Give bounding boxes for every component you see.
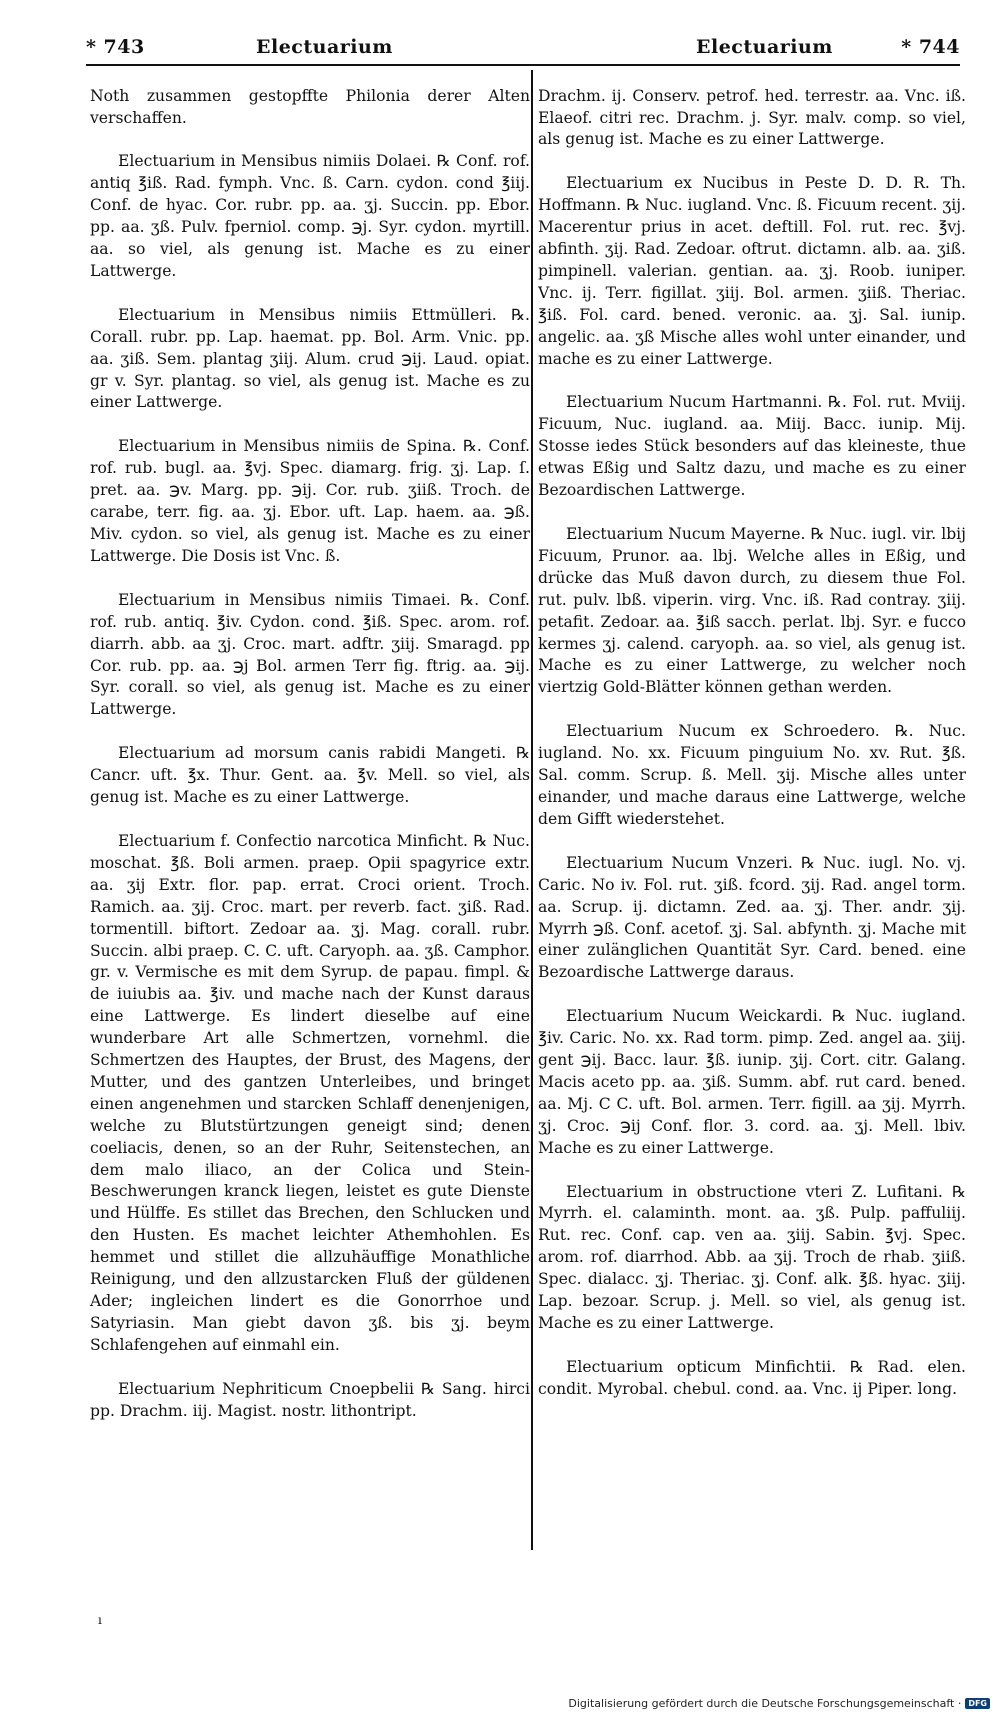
right-continuation: Drachm. ij. Conserv. petrof. hed. terrestr. aa. Vnc. iß. Elaeof. citri rec. Drachm. j. Syr. malv. comp. so viel, als genug ist. Mache es zu einer Lattwerge. bbox=[538, 86, 966, 149]
recipe-body: ℞ Cancr. uft. ℥x. Thur. Gent. aa. ℥v. Mell. so viel, als genug ist. Mache es zu einer Lattwerge. bbox=[90, 744, 530, 807]
recipe-entry bbox=[90, 1379, 530, 1423]
recipe-heading: Electuarium Nucum Hartmanni. bbox=[566, 393, 823, 412]
page-header bbox=[86, 36, 960, 66]
recipe-body: ℞. Corall. rubr. pp. Lap. haemat. pp. Bol. Arm. Vnic. pp. aa. ʒiß. Sem. plantag ʒiij. Alum. crud ℈ij. Laud. opiat. gr v. Syr. plantag. so viel, als genug ist. Mache es zu einer Lattwerge. bbox=[90, 305, 530, 412]
recipe-heading: Electuarium ad morsum canis rabidi Mangeti. bbox=[118, 744, 507, 763]
recipe-heading: Electuarium Nucum ex Schroedero. bbox=[566, 722, 880, 741]
recipe-body: ℞ Nuc. iugland. ℥iv. Caric. No. xx. Rad torm. pimp. Zed. angel aa. ʒiij. gent ℈ij. Bacc. laur. ℥ß. iunip. ʒij. Cort. citr. Galang. Macis aceto pp. aa. ʒiß. Summ. abf. rut card. bened. aa. Mj. C C. uft. Bol. armen. Terr. figill. aa ʒij. Myrrh. ʒj. Croc. ℈ij Conf. flor. 3. cord. aa. ʒj. Mell. lbiv. Mache es zu einer Lattwerge. bbox=[538, 1007, 966, 1157]
recipe-heading: Electuarium Nucum Mayerne. bbox=[566, 525, 806, 543]
recipe-body: ℞ Rad. elen. condit. Myrobal. chebul. cond. aa. Vnc. ij Piper. long. bbox=[538, 1357, 966, 1398]
recipe-entry bbox=[538, 1182, 966, 1335]
recipe-entry bbox=[538, 173, 966, 370]
left-continuation: Noth zusammen gestopffte Philonia derer Alten verschaffen. bbox=[90, 86, 530, 127]
recipe-entry bbox=[538, 392, 966, 502]
stray-mark: ı bbox=[98, 1613, 102, 1627]
recipe-body: ℞. Nuc. iugland. No. xx. Ficuum pinguium No. xv. Rut. ℥ß. Sal. comm. Scrup. ß. Mell. ʒij. Mische alles unter einander, und mache daraus eine Lattwerge, welche dem Gifft wiederstehet. bbox=[538, 722, 966, 828]
recipe-heading: Electuarium in Mensibus nimiis Timaei. bbox=[118, 590, 451, 609]
recipe-heading: Electuarium in Mensibus nimiis de Spina. bbox=[118, 437, 457, 456]
recipe-entry bbox=[90, 743, 530, 809]
recipe-body: ℞ Nuc. moschat. ℥ß. Boli armen. praep. Opii spagyrice extr. aa. ʒij Extr. flor. pap. errat. Croci orient. Troch. Ramich. aa. ʒij. Croc. mart. per reverb. fact. ʒiß. Rad. tormentill. biftort. Zedoar aa. ʒj. Mag. corall. rubr. Succin. albi praep. C. C. uft. Caryoph. aa. ʒß. Camphor. gr. v. Vermische es mit dem Syrup. de papau. fimpl. & de iuiubis aa. ℥iv. und mache nach der Kunst daraus eine Lattwerge. Es lindert dieselbe auf eine wunderbare Art alle Schmertzen, vornehml. die Schmertzen des Hauptes, der Brust, des Magens, der Mutter, und des gantzen Unterleibes, und bringet einen angenehmen und starcken Schlaff denenjenigen, welche zu Blutstürtzungen geneigt sind; denen coeliacis, denen, so an der Ruhr, Seitenstechen, an dem malo iliaco, an der Colica und Stein-Beschwerungen kranck liegen, leistet es gute Dienste und Hülffe. Es stillet das Brechen, den Schlucken und den Husten. Es machet leichter Athemhohlen. Es hemmet und stillet die allzuhäuffige Monathliche Reinigung, und den allzustarcken Fluß der güldenen Ader; ingleichen lindert es die Gonorrhoe und Satyriasin. Man giebt davon ʒß. bis ʒj. beym Schlafengehen auf einmahl ein. bbox=[90, 831, 530, 1354]
recipe-entry bbox=[90, 590, 530, 721]
recipe-entry bbox=[538, 1006, 966, 1159]
right-column bbox=[538, 70, 966, 1423]
digitization-footer bbox=[568, 1697, 990, 1710]
dfg-logo: DFG bbox=[965, 1698, 990, 1709]
recipe-heading: Electuarium in Mensibus nimiis Dolaei. bbox=[118, 152, 432, 171]
right-page-number: * 744 bbox=[901, 36, 960, 58]
recipe-heading: Electuarium Nucum Vnzeri. bbox=[566, 853, 793, 872]
right-running-title: Electuarium bbox=[696, 36, 833, 58]
recipe-body: ℞. Conf. rof. rub. bugl. aa. ℥vj. Spec. diamarg. frig. ʒj. Lap. ſ. pret. aa. ℈v. Marg. pp. ℈ij. Cor. rub. ʒiiß. Troch. de carabe, terr. fig. aa. ʒj. Ebor. uft. Lap. haem. aa. ℈ß. Miv. cydon. so viel, als genug ist. Mache es zu einer Lattwerge. Die Dosis ist Vnc. ß. bbox=[90, 437, 531, 565]
recipe-body: ℞. Conf. rof. rub. antiq. ℥iv. Cydon. cond. ℥iß. Spec. arom. rof. diarrh. abb. aa ʒj. Croc. mart. adftr. ʒiij. Smaragd. pp Cor. rub. pp. aa. ℈j Bol. armen Terr fig. ftrig. aa. ℈ij. Syr. corall. so viel, als genug ist. Mache es zu einer Lattwerge. bbox=[90, 590, 530, 719]
recipe-entry bbox=[538, 524, 966, 699]
recipe-heading: Electuarium f. Confectio narcotica Minficht. bbox=[118, 831, 468, 850]
recipe-entry bbox=[90, 305, 530, 415]
recipe-heading: Electuarium in Mensibus nimiis Ettmülleri. bbox=[118, 305, 497, 324]
recipe-body: ℞ Conf. rof. antiq ℥iß. Rad. fymph. Vnc. ß. Carn. cydon. cond ℥iij. Conf. de hyac. Cor. rubr. pp. aa. ʒj. Succin. pp. Ebor. pp. aa. ʒß. Pulv. fperniol. comp. ℈j. Syr. cydon. myrtill. aa. so viel, als genung ist. Mache es zu einer Lattwerge. bbox=[90, 152, 530, 280]
recipe-body: ℞ Nuc. iugland. Vnc. ß. Ficuum recent. ʒij. Macerentur prius in acet. deftill. Fol. rut. rec. ℥vj. abfinth. ʒij. Rad. Zedoar. oftrut. dictamn. alb. aa. ʒiß. pimpinell. valerian. gentian. aa. ʒj. Roob. iuniper. Vnc. ij. Terr. figillat. ʒiij. Bol. armen. ʒiiß. Theriac. ℥iß. Fol. card. bened. veronic. aa. ʒj. Sal. iunip. angelic. aa. ʒß Mische alles wohl unter einander, und mache es zu einer Lattwerge. bbox=[538, 196, 966, 368]
recipe-entry bbox=[90, 151, 530, 282]
recipe-body: ℞. Fol. rut. Mviij. Ficuum, Nuc. iugland. aa. Miij. Bacc. iunip. Mij. Stosse iedes Stück besonders auf das kleineste, thue etwas Eßig und Saltz dazu, und mache es zu einer Bezoardischen Lattwerge. bbox=[538, 393, 967, 500]
recipe-heading: Electuarium in obstructione vteri Z. Lufitani. bbox=[566, 1182, 943, 1201]
header-rule bbox=[86, 64, 960, 66]
recipe-heading: Electuarium opticum Minfichtii. bbox=[566, 1357, 837, 1376]
recipe-body: ℞ Myrrh. el. calaminth. mont. aa. ʒß. Pulp. paffuliij. Rut. rec. Conf. cap. ven aa. ʒiij. Sabin. ℥vj. Spec. arom. rof. diarrhod. Abb. aa ʒij. Troch de rhab. ʒiiß. Spec. dialacc. ʒj. Theriac. ʒj. Conf. alk. ℥ß. hyac. ʒiij. Lap. bezoar. Scrup. j. Mell. so viel, als genug ist. Mache es zu einer Lattwerge. bbox=[538, 1182, 966, 1332]
recipe-heading: Electuarium Nucum Weickardi. bbox=[566, 1007, 823, 1026]
recipe-entry bbox=[538, 1357, 966, 1401]
left-page-number: * 743 bbox=[86, 36, 145, 58]
footer-text: Digitalisierung gefördert durch die Deutsche Forschungsgemeinschaft · bbox=[568, 1697, 962, 1710]
recipe-entry bbox=[538, 853, 966, 984]
recipe-heading: Electuarium ex Nucibus in Peste D. D. R. Th. Hoffmann. bbox=[538, 174, 966, 215]
left-running-title: Electuarium bbox=[256, 36, 393, 58]
recipe-entry bbox=[538, 721, 966, 831]
recipe-body: ℞ Nuc. iugl. vir. lbij Ficuum, Prunor. aa. lbj. Welche alles in Eßig, und drücke das Muß davon durch, zu diesem thue Fol. rut. pulv. lbß. viperin. virg. Vnc. iß. Rad contray. ʒiij. petafit. Zedoar. aa. ℥iß sacch. perlat. lbj. Syr. e fucco kermes ʒj. calend. caryoph. aa. so viel, als genug ist. Mache es zu einer Lattwerge, zu welcher noch viertzig Gold-Blätter können gethan werden. bbox=[538, 525, 966, 697]
recipe-entry bbox=[90, 831, 530, 1357]
recipe-heading: Electuarium Nephriticum Cnoepbelii bbox=[118, 1379, 414, 1398]
column-divider bbox=[531, 70, 533, 1550]
recipe-body: ℞ Sang. hirci pp. Drachm. iij. Magist. nostr. lithontript. bbox=[90, 1379, 530, 1420]
left-column bbox=[90, 70, 530, 1445]
recipe-entry bbox=[90, 436, 530, 567]
recipe-body: ℞ Nuc. iugl. No. vj. Caric. No iv. Fol. rut. ʒiß. fcord. ʒij. Rad. angel torm. aa. Scrup. ij. dictamn. Zed. aa. ʒj. Ther. andr. ʒij. Myrrh ℈ß. Conf. acetof. ʒj. Sal. abfynth. ʒj. Mache mit einer zulänglichen Quantität Syr. Card. bened. eine Bezoardische Lattwerge daraus. bbox=[538, 853, 966, 982]
